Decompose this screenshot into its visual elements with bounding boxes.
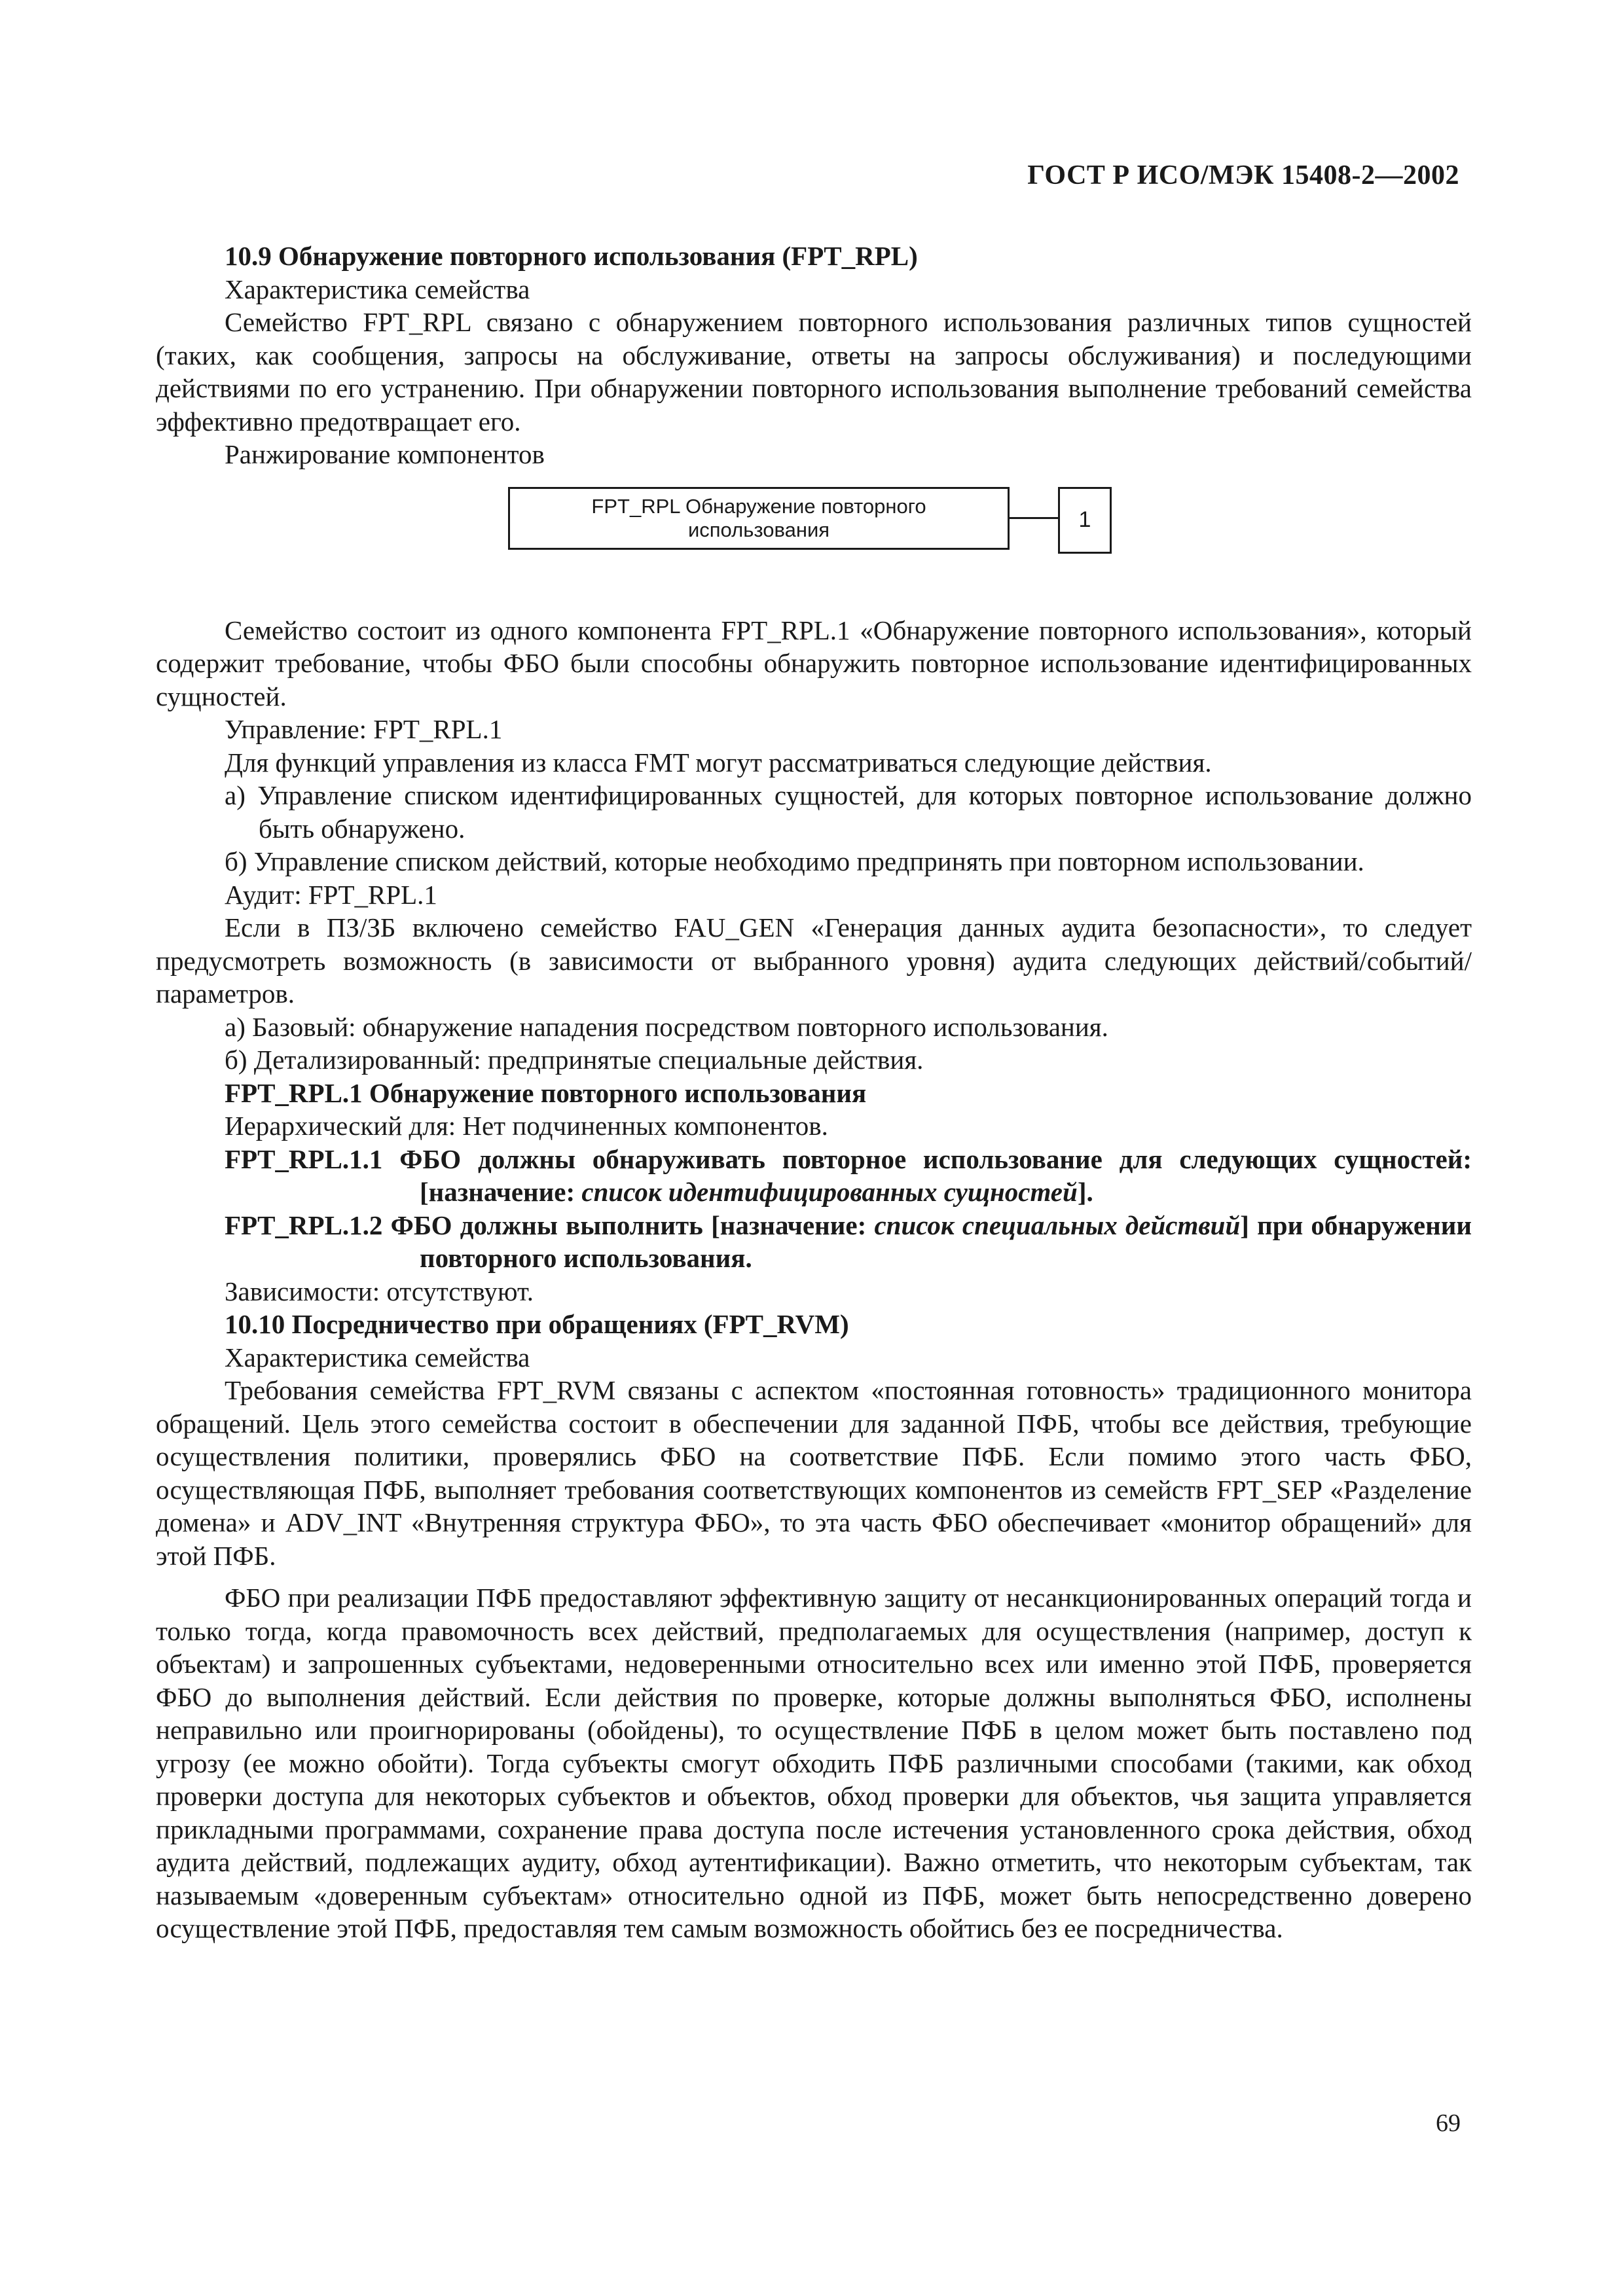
management-item-a: а) Управление списком идентифицированных сущностей, для которых повторное использование должно быть обнаружено. xyxy=(225,780,1472,844)
dependencies-text: Зависимости: отсутствуют. xyxy=(225,1276,534,1306)
section-10-10-title: 10.10 Посредничество при обращениях (FPT_RVM) xyxy=(225,1309,849,1339)
requirement-fpt-rpl-1-1 xyxy=(156,1143,1472,1209)
requirement-2-assignment: список специальных действий xyxy=(874,1210,1241,1240)
requirement-1-lead: FPT_RPL.1.1 ФБО должны обнаруживать повторное использование для следующих сущностей: [назначение: xyxy=(225,1143,1472,1207)
rvm-paragraph-2: ФБО при реализации ПФБ предоставляют эффективную защиту от несанкционированных операций тогда и только тогда, когда правомочность всех действий, предполагаемых для осуществления (например, доступ к объектам) и запрошенных субъектами, недоверенными относительно всех или именно этой ПФБ, проверяется ФБО до выполнения действий. Если действия по проверке, которые должны выполняться ФБО, исполнены неправильно или проигнорированы (обойдены), то осуществление ПФБ в целом может быть поставлено под угрозу (ее можно обойти). Тогда субъекты смогут обходить ПФБ различными способами (такими, как обход проверки доступа для некоторых субъектов и объектов, обход проверки для объектов, чья защита управляется прикладными программами, сохранение права доступа после истечения установленного срока действия, обход аудита действий, подлежащих аудиту, обход аутентификации). Важно отметить, что некоторым субъектам, так называемым «доверенным субъектам» относительно одной из ПФБ, может быть непосредственно доверено осуществление этой ПФБ, предоставляя тем самым возможность обойтись без ее посредничества. xyxy=(156,1583,1472,1943)
connector-line xyxy=(1010,517,1058,519)
requirement-1-tail: ]. xyxy=(1077,1177,1093,1207)
audit-intro: Если в ПЗ/ЗБ включено семейство FAU_GEN «Генерация данных аудита безопасности», то следует предусмотреть возможность (в зависимости от выбранного уровня) аудита следующих действий/событий/параметров. xyxy=(156,912,1472,1009)
family-characteristic-text: Семейство FPT_RPL связано с обнаружением повторного использования различных типов сущностей (таких, как сообщения, запросы на обслуживание, ответы на запросы обслуживания) и последующими действиями по его устранению. При обнаружении повторного использования выполнение требований семейства эффективно предотвращает его. xyxy=(156,307,1472,437)
component-title: FPT_RPL.1 Обнаружение повторного использования xyxy=(225,1077,867,1108)
family-characteristic-label: Характеристика семейства xyxy=(225,274,530,304)
component-level-box: 1 xyxy=(1058,487,1112,554)
document-body xyxy=(156,240,1472,1945)
family-composition-text: Семейство состоит из одного компонента FPT_RPL.1 «Обнаружение повторного использования», который содержит требование, чтобы ФБО были способны обнаружить повторное использование идентифицированных сущностей. xyxy=(156,615,1472,711)
audit-label: Аудит: FPT_RPL.1 xyxy=(225,879,437,910)
component-ranking-label: Ранжирование компонентов xyxy=(225,439,545,469)
requirement-2-lead: FPT_RPL.1.2 ФБО должны выполнить [назначение: xyxy=(225,1210,875,1240)
page-number: 69 xyxy=(1436,2109,1461,2137)
component-ranking-diagram xyxy=(156,471,1472,614)
management-item-b: б) Управление списком действий, которые необходимо предпринять при повторном использовании. xyxy=(225,846,1364,876)
rvm-paragraph-1: Требования семейства FPT_RVM связаны с аспектом «постоянная готовность» традиционного монитора обращений. Цель этого семейства состоит в обеспечении для заданной ПФБ, чтобы все действия, требующие осуществления политики, проверялись ФБО на соответствие ПФБ. Если помимо этого часть ФБО, осуществляющая ПФБ, выполняет требования соответствующих компонентов из семейств FPT_SEP «Разделение домена» и ADV_INT «Внутренняя структура ФБО», то эта часть ФБО обеспечивает «монитор обращений» для этой ПФБ. xyxy=(156,1375,1472,1571)
audit-item-b: б) Детализированный: предпринятые специальные действия. xyxy=(225,1045,924,1075)
requirement-fpt-rpl-1-2 xyxy=(156,1209,1472,1275)
document-header: ГОСТ Р ИСО/МЭК 15408-2—2002 xyxy=(1027,160,1459,190)
hierarchy-text: Иерархический для: Нет подчиненных компонентов. xyxy=(225,1111,828,1141)
audit-item-a: а) Базовый: обнаружение нападения посредством повторного использования. xyxy=(225,1011,1108,1042)
section-10-9-title: 10.9 Обнаружение повторного использования (FPT_RPL) xyxy=(225,241,918,271)
management-label: Управление: FPT_RPL.1 xyxy=(225,714,503,744)
family-box: FPT_RPL Обнаружение повторного использования xyxy=(508,487,1010,550)
requirement-2-tail: ] при обнаружении повторного использования. xyxy=(420,1210,1472,1273)
family-characteristic-label-2: Характеристика семейства xyxy=(225,1342,530,1372)
paragraph-spacer xyxy=(156,1572,1472,1581)
requirement-1-assignment: список идентифицированных сущностей xyxy=(581,1177,1078,1207)
management-intro: Для функций управления из класса FMT могут рассматриваться следующие действия. xyxy=(225,747,1212,778)
